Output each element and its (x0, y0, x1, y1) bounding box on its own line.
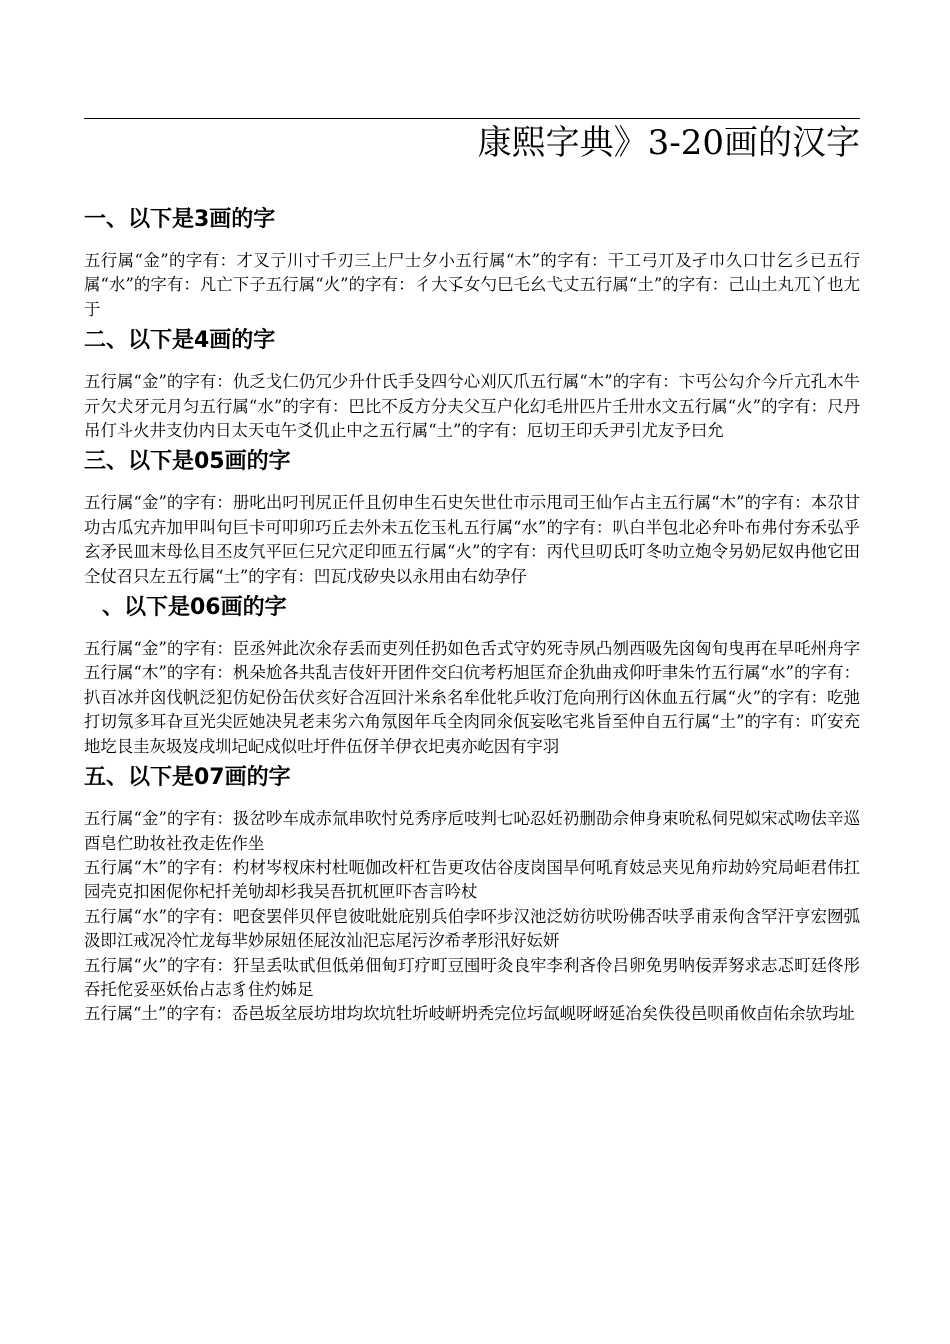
section-6-strokes (84, 593, 860, 759)
section-3-strokes (84, 205, 860, 322)
section-body (84, 370, 860, 443)
section-body (84, 491, 860, 589)
section-5-strokes (84, 447, 860, 589)
paragraph: 五行属“金”的字有：才叉亍川寸千刃三上尸士夕小五行属“木”的字有：干工弓丌及孑巾久口廿乞彡已五行属“水”的字有：凡亡下子五行属“火”的字有：彳大孓女勺巳乇幺弋丈五行属“土”的字有：己山土丸兀丫也尢于 (84, 251, 860, 319)
section-body (84, 807, 860, 1027)
section-body (84, 637, 860, 759)
paragraph-earth: 五行属“土”的字有：岙邑坂坌辰坊坩均坎坑牡圻岐岍坍秃完位圬氙岘呀岈延冶矣佚役邑呗甬攸卣佑余欤玙址 (84, 1004, 855, 1024)
paragraph-wood: 五行属“木”的字有：杓材岑杈床村杜呃伽改杆杠告更攻估谷庋岗国旱何吼育妓忌夹见角疖劫妗究局岠君伟扛园壳克扣困伲你杞扦羌劬却杉我吴吾扤杌匣吓杏言吟杖 (84, 857, 860, 902)
section-heading: 一、以下是3画的字 (84, 207, 276, 232)
header-rule (84, 118, 860, 119)
paragraph: 五行属“金”的字有：仇乏戈仁仍冗少升什氏手殳四兮心刈仄爪五行属“木”的字有：卞丐公勾介今斤亢孔木牛亓欠犬牙元月匀五行属“水”的字有：巴比不反方分夫父互户化幻毛卅匹片壬卅水文五行属“火”的字有：尺丹吊仃斗火井支仂内日太天屯午爻仉止中之五行属“土”的字有：厄切王印夭尹引尤友予曰允 (84, 372, 860, 441)
document-page (84, 118, 860, 1027)
section-heading: 二、以下是4画的字 (84, 328, 276, 354)
paragraph-metal: 五行属“金”的字有：扱岔吵车成赤氚串吹忖兑秀序卮吱判七吣忍妊礽删劭佘伸身束吮私伺兕姒宋忒吻佉辛巡酉皂伫助妆社孜走佐作坐 (84, 809, 860, 853)
paragraph-water: 五行属“水”的字有：吧奁罢伴贝伻皀彼吡妣庇别兵伯孛吥步汉池泛妨彷吠吩佛否呋孚甫汞佝含罕汗亨宏囫弧汲即江戒况冷忙龙每芈妙尿妞伾屁汝汕汜忘尾污汐希孝形汛好妘妍 (84, 906, 860, 951)
section-heading: 五、以下是07画的字 (84, 765, 291, 791)
document-title: 康熙字典》3-20画的汉字 (477, 123, 860, 163)
section-7-strokes (84, 763, 860, 1027)
section-body (84, 249, 860, 322)
paragraph: 五行属“金”的字有：臣丞舛此次氽存丢而吏列任扔如色舌式守妁死寺夙凸刎西吸先囟匈旬曳再在早吒州舟字五行属“木”的字有：杋朵尬各共乱吉伎奸开团件交臼伉考朽旭匡夼企犰曲戎仰吁聿朱竹五行属“水”的字有：扒百冰并囟伐帆泛犯仿妃份缶伏亥好合冱回汁米糸名牟仳牝乒收汀危向刑行凶休血五行属“火”的字有：吃弛打切氖多耳旮亘光尖匠她决旯老耒劣六角氖囡年乓全肉同氽佤妄吆宅兆旨至仲自五行属“土”的字有：吖安充地圪艮圭灰圾岌戌圳圮屺戍似吐圩件伍伢羊伊衣圯夷亦屹因有宇羽 (84, 639, 860, 756)
paragraph: 五行属“金”的字有：册叱出叼刊尻正仟且仞申生石史矢世仕市示甩司王仙乍占主五行属“木”的字有：本尕甘功古瓜宄卉加甲叫句巨卡可叩卯巧丘去外未五仡玉札五行属“水”的字有：叭白半包北必弁卟布弗付夯禾弘乎玄矛民皿末母仫目丕皮氕平叵仨兄穴疋印匝五行属“火”的字有：丙代旦叨氐叮冬叻立炮令另奶尼奴冉他它田仝仗召只左五行属“土”的字有：凹瓦戊矽央以永用由右幼孕仔 (84, 493, 860, 586)
paragraph-fire: 五行属“火”的字有：犴呈丢呔甙但低弟佃甸玎疗町豆囤旴灸良牢李利吝伶吕卵免男呐佞弄努求志忑町廷佟彤吞托佗妥巫妖佁占志豸住灼姊足 (84, 955, 860, 999)
section-heading: 、以下是06画的字 (102, 595, 287, 621)
section-heading: 三、以下是05画的字 (84, 449, 291, 475)
section-4-strokes (84, 326, 860, 443)
